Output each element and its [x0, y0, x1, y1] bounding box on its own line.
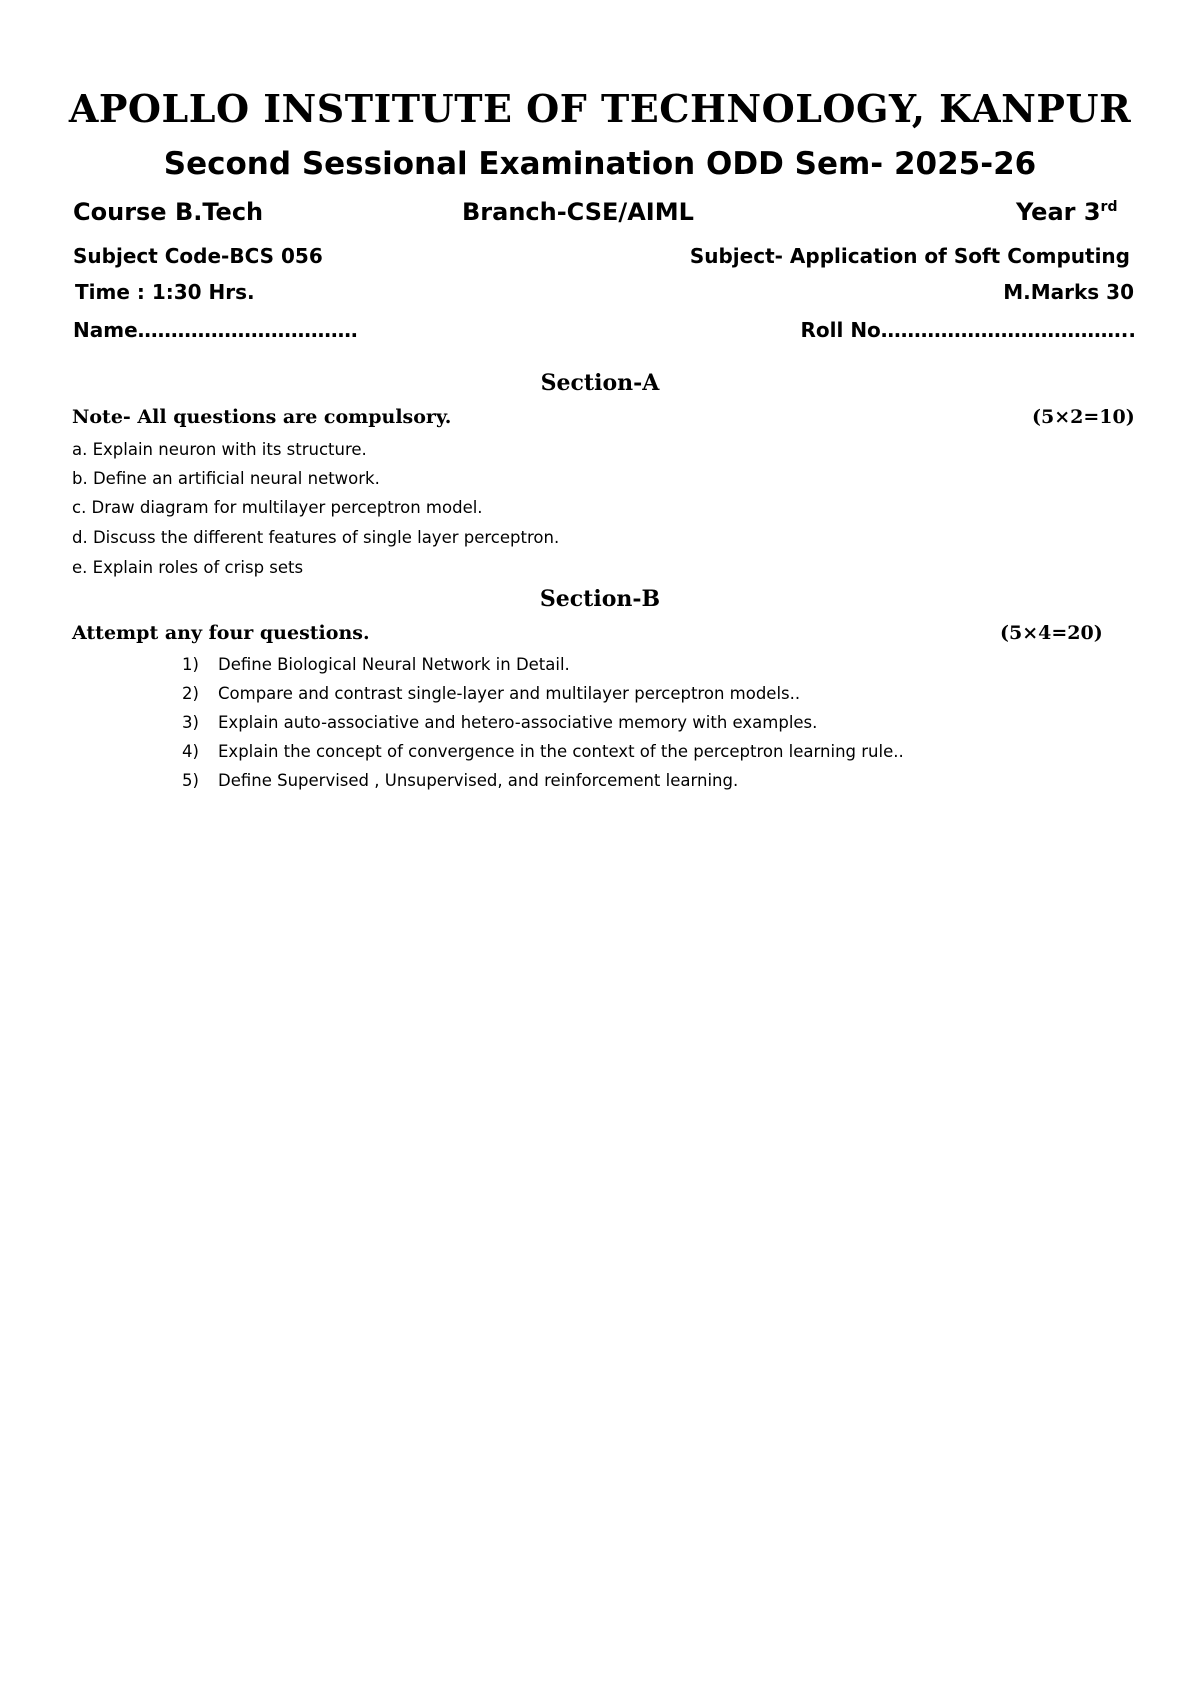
section-b-question [182, 684, 800, 703]
year-label [1016, 198, 1117, 226]
year-suffix: rd [1100, 199, 1118, 215]
question-number: 2) [182, 684, 199, 703]
section-b-title: Section-B [539, 586, 661, 612]
section-a-marks: (5×2=10) [1032, 406, 1135, 428]
section-a-question: e. Explain roles of crisp sets [72, 558, 304, 577]
institute-name: APOLLO INSTITUTE OF TECHNOLOGY, KANPUR [68, 86, 1132, 131]
section-a-question: d. Discuss the different features of single layer perceptron. [72, 528, 560, 547]
section-b-note-line [72, 622, 1132, 644]
name-field: Name…………………………… [73, 318, 358, 342]
question-number: 5) [182, 771, 199, 790]
subject-name: Subject- Application of Soft Computing [689, 244, 1130, 268]
section-a-note-line [72, 406, 1135, 428]
time-marks-row [0, 280, 1200, 310]
subject-row [0, 244, 1200, 274]
branch-label: Branch-CSE/AIML [462, 198, 694, 226]
section-b-question [182, 771, 738, 790]
time-label: Time : 1:30 Hrs. [75, 280, 255, 304]
section-a-title: Section-A [540, 370, 660, 396]
question-number: 3) [182, 713, 199, 732]
subject-code: Subject Code-BCS 056 [73, 244, 323, 268]
section-a-question: a. Explain neuron with its structure. [72, 440, 367, 459]
question-text: Define Biological Neural Network in Detail. [218, 655, 570, 674]
max-marks-label: M.Marks 30 [1003, 280, 1134, 304]
section-a-question: c. Draw diagram for multilayer perceptron model. [72, 498, 483, 517]
section-a-question: b. Define an artificial neural network. [72, 469, 380, 488]
section-a-note: Note- All questions are compulsory. [72, 406, 452, 428]
course-label: Course B.Tech [73, 198, 264, 226]
section-b-marks: (5×4=20) [1000, 622, 1103, 644]
question-text: Explain auto-associative and hetero-associative memory with examples. [218, 713, 818, 732]
question-text: Explain the concept of convergence in the context of the perceptron learning rule.. [218, 742, 904, 761]
question-text: Compare and contrast single-layer and multilayer perceptron models.. [218, 684, 801, 703]
section-b-note: Attempt any four questions. [72, 622, 370, 644]
question-text: Define Supervised , Unsupervised, and reinforcement learning. [218, 771, 739, 790]
year-value: Year 3 [1016, 198, 1101, 226]
section-b-question [182, 655, 570, 674]
roll-no-field: Roll No……………………………….. [800, 318, 1136, 342]
section-b-question [182, 742, 904, 761]
name-roll-row [0, 318, 1200, 348]
course-info-row [0, 198, 1200, 232]
question-number: 4) [182, 742, 199, 761]
question-number: 1) [182, 655, 199, 674]
exam-title: Second Sessional Examination ODD Sem- 2025-26 [163, 146, 1037, 182]
section-b-question [182, 713, 817, 732]
